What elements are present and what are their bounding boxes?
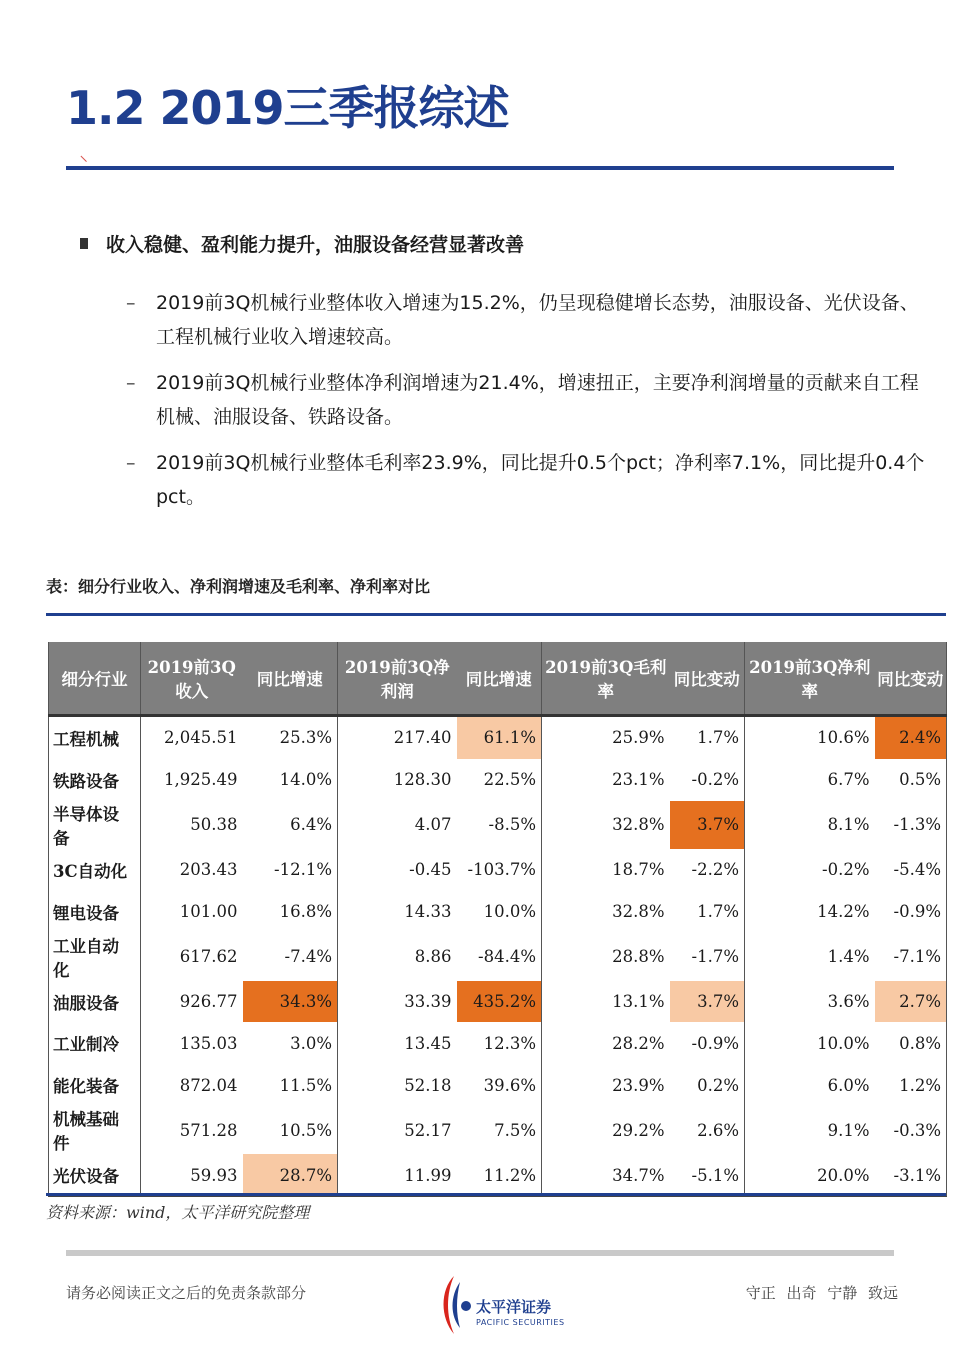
table-cell: 11.2% <box>457 1154 542 1196</box>
table-cell: 2.4% <box>875 716 947 759</box>
table-cell: 3.7% <box>670 801 745 849</box>
table-cell: 28.7% <box>243 1154 338 1196</box>
table-cell: 135.03 <box>179 1033 238 1053</box>
bullet-item <box>126 446 926 514</box>
table-cell: -7.4% <box>243 933 338 981</box>
table-cell: -0.2% <box>822 860 870 880</box>
header-cell: 同比增速 <box>457 642 542 716</box>
table-row <box>49 759 947 801</box>
table-row <box>49 933 947 981</box>
table-cell: 2.6% <box>670 1106 745 1154</box>
table-row <box>49 1022 947 1064</box>
table-cell: 617.62 <box>179 947 238 967</box>
header-cell: 2019前3Q收入 <box>141 642 243 716</box>
table-cell: 61.1% <box>457 716 542 759</box>
source-note: 资料来源：wind，太平洋研究院整理 <box>46 1203 310 1222</box>
table-cell: -12.1% <box>243 849 338 891</box>
logo-text: 太平洋证券 <box>476 1298 552 1316</box>
header-cell: 2019前3Q净利率 <box>745 642 875 716</box>
table-cell: 14.0% <box>243 759 338 801</box>
table-cell: 14.33 <box>404 902 452 922</box>
table-cell: 11.5% <box>243 1064 338 1106</box>
table-cell: 33.39 <box>404 992 452 1011</box>
industry-name-cell: 机械基础件 <box>49 1106 141 1154</box>
dash-icon: – <box>126 372 136 394</box>
industry-name-cell: 光伏设备 <box>49 1154 141 1196</box>
source-divider <box>46 1193 946 1196</box>
table-cell: -1.3% <box>893 815 941 835</box>
industry-name-cell: 工程机械 <box>49 716 141 759</box>
table-cell: 32.8% <box>612 902 665 922</box>
section-headline <box>80 230 524 257</box>
bullet-text: 2019前3Q机械行业整体收入增速为15.2%，仍呈现稳健增长态势，油服设备、光伏设备、工程机械行业收入增速较高。 <box>156 292 919 348</box>
table-cell: 1.4% <box>827 947 870 967</box>
table-cell: -1.7% <box>670 933 745 981</box>
table-cell: 32.8% <box>612 815 665 835</box>
table-cell: 20.0% <box>745 1154 875 1196</box>
table-cell: 59.93 <box>141 1154 243 1196</box>
table-row <box>49 1106 947 1154</box>
table-cell: 10.5% <box>243 1106 338 1154</box>
footer-slogan: 守正 出奇 宁静 致远 <box>745 1284 898 1302</box>
table-cell: 12.3% <box>457 1022 542 1064</box>
header-cell: 2019前3Q毛利率 <box>542 642 670 716</box>
table-cell: 25.3% <box>243 716 338 759</box>
table-row <box>49 849 947 891</box>
table-row <box>49 1154 947 1196</box>
caption-divider <box>46 613 946 616</box>
industry-name-cell: 3C自动化 <box>49 849 141 891</box>
table-cell: 3.6% <box>827 992 870 1011</box>
headline-text: 收入稳健、盈利能力提升，油服设备经营显著改善 <box>106 234 525 256</box>
table-cell: 10.0% <box>457 891 542 933</box>
table-cell: 16.8% <box>243 891 338 933</box>
decorative-tick <box>80 150 92 162</box>
bullet-item <box>126 286 926 354</box>
table-cell: -5.4% <box>893 860 941 880</box>
table-cell: 0.2% <box>670 1064 745 1106</box>
table-cell: 926.77 <box>179 992 238 1011</box>
square-bullet-icon <box>80 238 88 249</box>
table-cell: 1.7% <box>670 716 745 759</box>
table-cell: 52.17 <box>404 1120 452 1140</box>
table-cell: 29.2% <box>612 1120 665 1140</box>
table-cell: 101.00 <box>179 902 238 922</box>
table-cell: 52.18 <box>404 1075 452 1095</box>
table-cell: 4.07 <box>414 815 452 835</box>
header-cell: 同比变动 <box>670 642 745 716</box>
table-cell: 28.2% <box>612 1033 665 1053</box>
table-cell: 18.7% <box>612 860 665 880</box>
table-cell: 14.2% <box>817 902 870 922</box>
table-cell: 8.1% <box>827 815 870 835</box>
table-cell: 217.40 <box>393 728 452 748</box>
title-divider <box>66 166 894 170</box>
table-cell: 0.8% <box>899 1033 941 1053</box>
table-cell: 1.2% <box>899 1075 941 1095</box>
bullet-item <box>126 366 926 434</box>
table-cell: 3.0% <box>243 1022 338 1064</box>
table-cell: 571.28 <box>179 1120 238 1140</box>
table-cell: 6.7% <box>827 770 870 790</box>
table-cell: 7.5% <box>457 1106 542 1154</box>
footer-divider <box>66 1250 894 1256</box>
dash-icon: – <box>126 292 136 314</box>
table-cell: 2.7% <box>875 981 947 1023</box>
table-cell: 34.7% <box>542 1154 670 1196</box>
header-cell: 细分行业 <box>49 642 141 716</box>
dash-icon: – <box>126 452 136 474</box>
bullet-list <box>126 286 926 526</box>
table-row <box>49 981 947 1023</box>
table-row <box>49 1064 947 1106</box>
table-cell: -5.1% <box>670 1154 745 1196</box>
table-cell: 22.5% <box>457 759 542 801</box>
table-cell: -0.3% <box>893 1120 941 1140</box>
table-cell: -84.4% <box>457 933 542 981</box>
table-cell: -3.1% <box>875 1154 947 1196</box>
industry-name-cell: 能化装备 <box>49 1064 141 1106</box>
table-cell: 8.86 <box>414 947 452 967</box>
table-body <box>49 716 947 1197</box>
table-cell: 34.3% <box>243 981 338 1023</box>
table-cell: 2,045.51 <box>164 728 238 748</box>
table-cell: 50.38 <box>190 815 238 835</box>
table-cell: -7.1% <box>893 947 941 967</box>
industry-name-cell: 工业制冷 <box>49 1022 141 1064</box>
logo-subtext: PACIFIC SECURITIES <box>476 1318 565 1327</box>
bullet-text: 2019前3Q机械行业整体净利润增速为21.4%，增速扭正，主要净利润增量的贡献来自工程机械、油服设备、铁路设备。 <box>156 372 919 428</box>
industry-name-cell: 油服设备 <box>49 981 141 1023</box>
table-cell: 10.6% <box>817 728 870 748</box>
table-cell: 1,925.49 <box>164 770 238 790</box>
table-cell: 128.30 <box>393 770 452 790</box>
table-cell: 1.7% <box>670 891 745 933</box>
bullet-text: 2019前3Q机械行业整体毛利率23.9%，同比提升0.5个pct；净利率7.1%，同比提升0.4个pct。 <box>156 452 925 508</box>
table-cell: -2.2% <box>670 849 745 891</box>
table-cell: -0.2% <box>670 759 745 801</box>
table-cell: 11.99 <box>338 1154 457 1196</box>
header-cell: 同比变动 <box>875 642 947 716</box>
table-cell: 23.9% <box>612 1075 665 1095</box>
table-cell: 13.45 <box>404 1033 452 1053</box>
table-cell: 872.04 <box>179 1075 238 1095</box>
table-cell: 10.0% <box>817 1033 870 1053</box>
industry-name-cell: 工业自动化 <box>49 933 141 981</box>
table-cell: 3.7% <box>670 981 745 1023</box>
table-cell: 13.1% <box>612 992 665 1011</box>
table-cell: 6.4% <box>243 801 338 849</box>
table-cell: 23.1% <box>612 770 665 790</box>
table-cell: 9.1% <box>827 1120 870 1140</box>
table-cell: 25.9% <box>612 728 665 748</box>
industry-name-cell: 半导体设备 <box>49 801 141 849</box>
table-cell: -0.9% <box>670 1022 745 1064</box>
table-cell: -0.45 <box>409 860 452 880</box>
table-row <box>49 716 947 759</box>
table-cell: 203.43 <box>179 860 238 880</box>
table-cell: 39.6% <box>457 1064 542 1106</box>
industry-name-cell: 铁路设备 <box>49 759 141 801</box>
header-cell: 同比增速 <box>243 642 338 716</box>
header-cell: 2019前3Q净利润 <box>338 642 457 716</box>
footer-disclaimer: 请务必阅读正文之后的免责条款部分 <box>66 1284 307 1302</box>
table-cell: 28.8% <box>612 947 665 967</box>
table-row <box>49 801 947 849</box>
table-cell: 6.0% <box>827 1075 870 1095</box>
table-cell: 435.2% <box>457 981 542 1023</box>
table-cell: -103.7% <box>457 849 542 891</box>
table-cell: -0.9% <box>893 902 941 922</box>
table-cell: 0.5% <box>899 770 941 790</box>
table-caption: 表：细分行业收入、净利润增速及毛利率、净利率对比 <box>46 577 431 596</box>
table-header-row <box>49 642 947 716</box>
page-title: 1.2 2019三季报综述 <box>66 81 509 135</box>
table-cell: -8.5% <box>457 801 542 849</box>
industry-comparison-table <box>48 642 947 1197</box>
table-row <box>49 891 947 933</box>
industry-name-cell: 锂电设备 <box>49 891 141 933</box>
